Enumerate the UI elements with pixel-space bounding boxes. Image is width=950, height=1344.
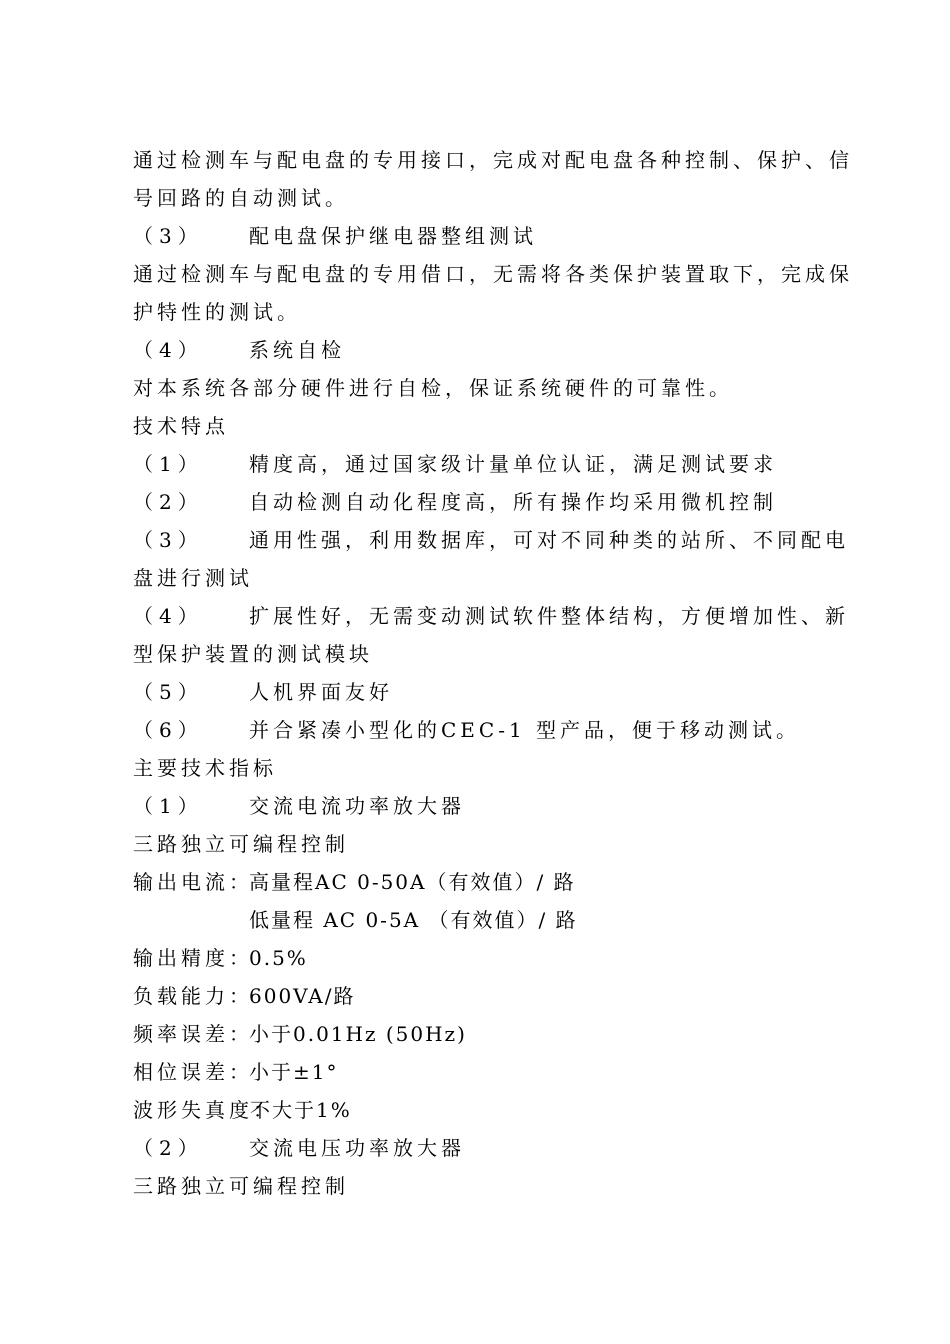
- paragraph-line: 护特性的测试。: [133, 300, 301, 324]
- spec-label: 频率误差：: [133, 1022, 253, 1046]
- spec-heading: 交流电流功率放大器: [249, 794, 465, 818]
- feature-text: 人机界面友好: [249, 680, 393, 704]
- spec-label: 负载能力：: [133, 984, 253, 1008]
- feature-text: 通用性强，利用数据库，可对不同种类的站所、不同配电: [249, 528, 849, 552]
- section-heading: 主要技术指标: [133, 756, 277, 780]
- paragraph-line: 号回路的自动测试。: [133, 186, 349, 210]
- paragraph-line: 对本系统各部分硬件进行自检，保证系统硬件的可靠性。: [133, 376, 733, 400]
- feature-number: （4）: [133, 604, 204, 628]
- feature-number: （5）: [133, 680, 204, 704]
- item-heading: 配电盘保护继电器整组测试: [249, 224, 537, 248]
- spec-value: 小于0.01Hz (50Hz): [249, 1022, 467, 1046]
- feature-text: 扩展性好，无需变动测试软件整体结构，方便增加性、新: [249, 604, 849, 628]
- feature-number: （2）: [133, 490, 204, 514]
- spec-line: 三路独立可编程控制: [133, 832, 349, 856]
- spec-label: 波形失真度：: [133, 1098, 277, 1122]
- spec-label: 输出精度：: [133, 946, 253, 970]
- spec-value: 不大于1%: [250, 1098, 352, 1122]
- item-number: （4）: [133, 338, 204, 362]
- feature-number: （3）: [133, 528, 204, 552]
- spec-label: 相位误差：: [133, 1060, 253, 1084]
- feature-text: 精度高，通过国家级计量单位认证，满足测试要求: [249, 452, 777, 476]
- paragraph-line: 通过检测车与配电盘的专用借口，无需将各类保护装置取下，完成保: [133, 262, 853, 286]
- item-number: （3）: [133, 224, 204, 248]
- feature-text: 自动检测自动化程度高，所有操作均采用微机控制: [249, 490, 777, 514]
- spec-value: 0.5%: [249, 946, 308, 970]
- feature-number: （6）: [133, 718, 204, 742]
- spec-heading: 交流电压功率放大器: [249, 1136, 465, 1160]
- spec-value: 600VA/路: [249, 984, 356, 1008]
- spec-value: 高量程AC 0-50A（有效值）/ 路: [249, 870, 576, 894]
- item-heading: 系统自检: [249, 338, 345, 362]
- feature-number: （1）: [133, 452, 204, 476]
- spec-label: 输出电流：: [133, 870, 253, 894]
- spec-value: 小于±1°: [249, 1060, 339, 1084]
- paragraph-line: 通过检测车与配电盘的专用接口，完成对配电盘各种控制、保护、信: [133, 148, 853, 172]
- spec-line: 三路独立可编程控制: [133, 1174, 349, 1198]
- feature-continuation: 型保护装置的测试模块: [133, 642, 373, 666]
- feature-continuation: 盘进行测试: [133, 566, 253, 590]
- spec-number: （1）: [133, 794, 204, 818]
- spec-value: 低量程 AC 0-5A （有效值）/ 路: [249, 908, 578, 932]
- spec-number: （2）: [133, 1136, 204, 1160]
- section-heading: 技术特点: [133, 414, 229, 438]
- feature-text: 并合紧凑小型化的CEC-1 型产品，便于移动测试。: [249, 718, 801, 742]
